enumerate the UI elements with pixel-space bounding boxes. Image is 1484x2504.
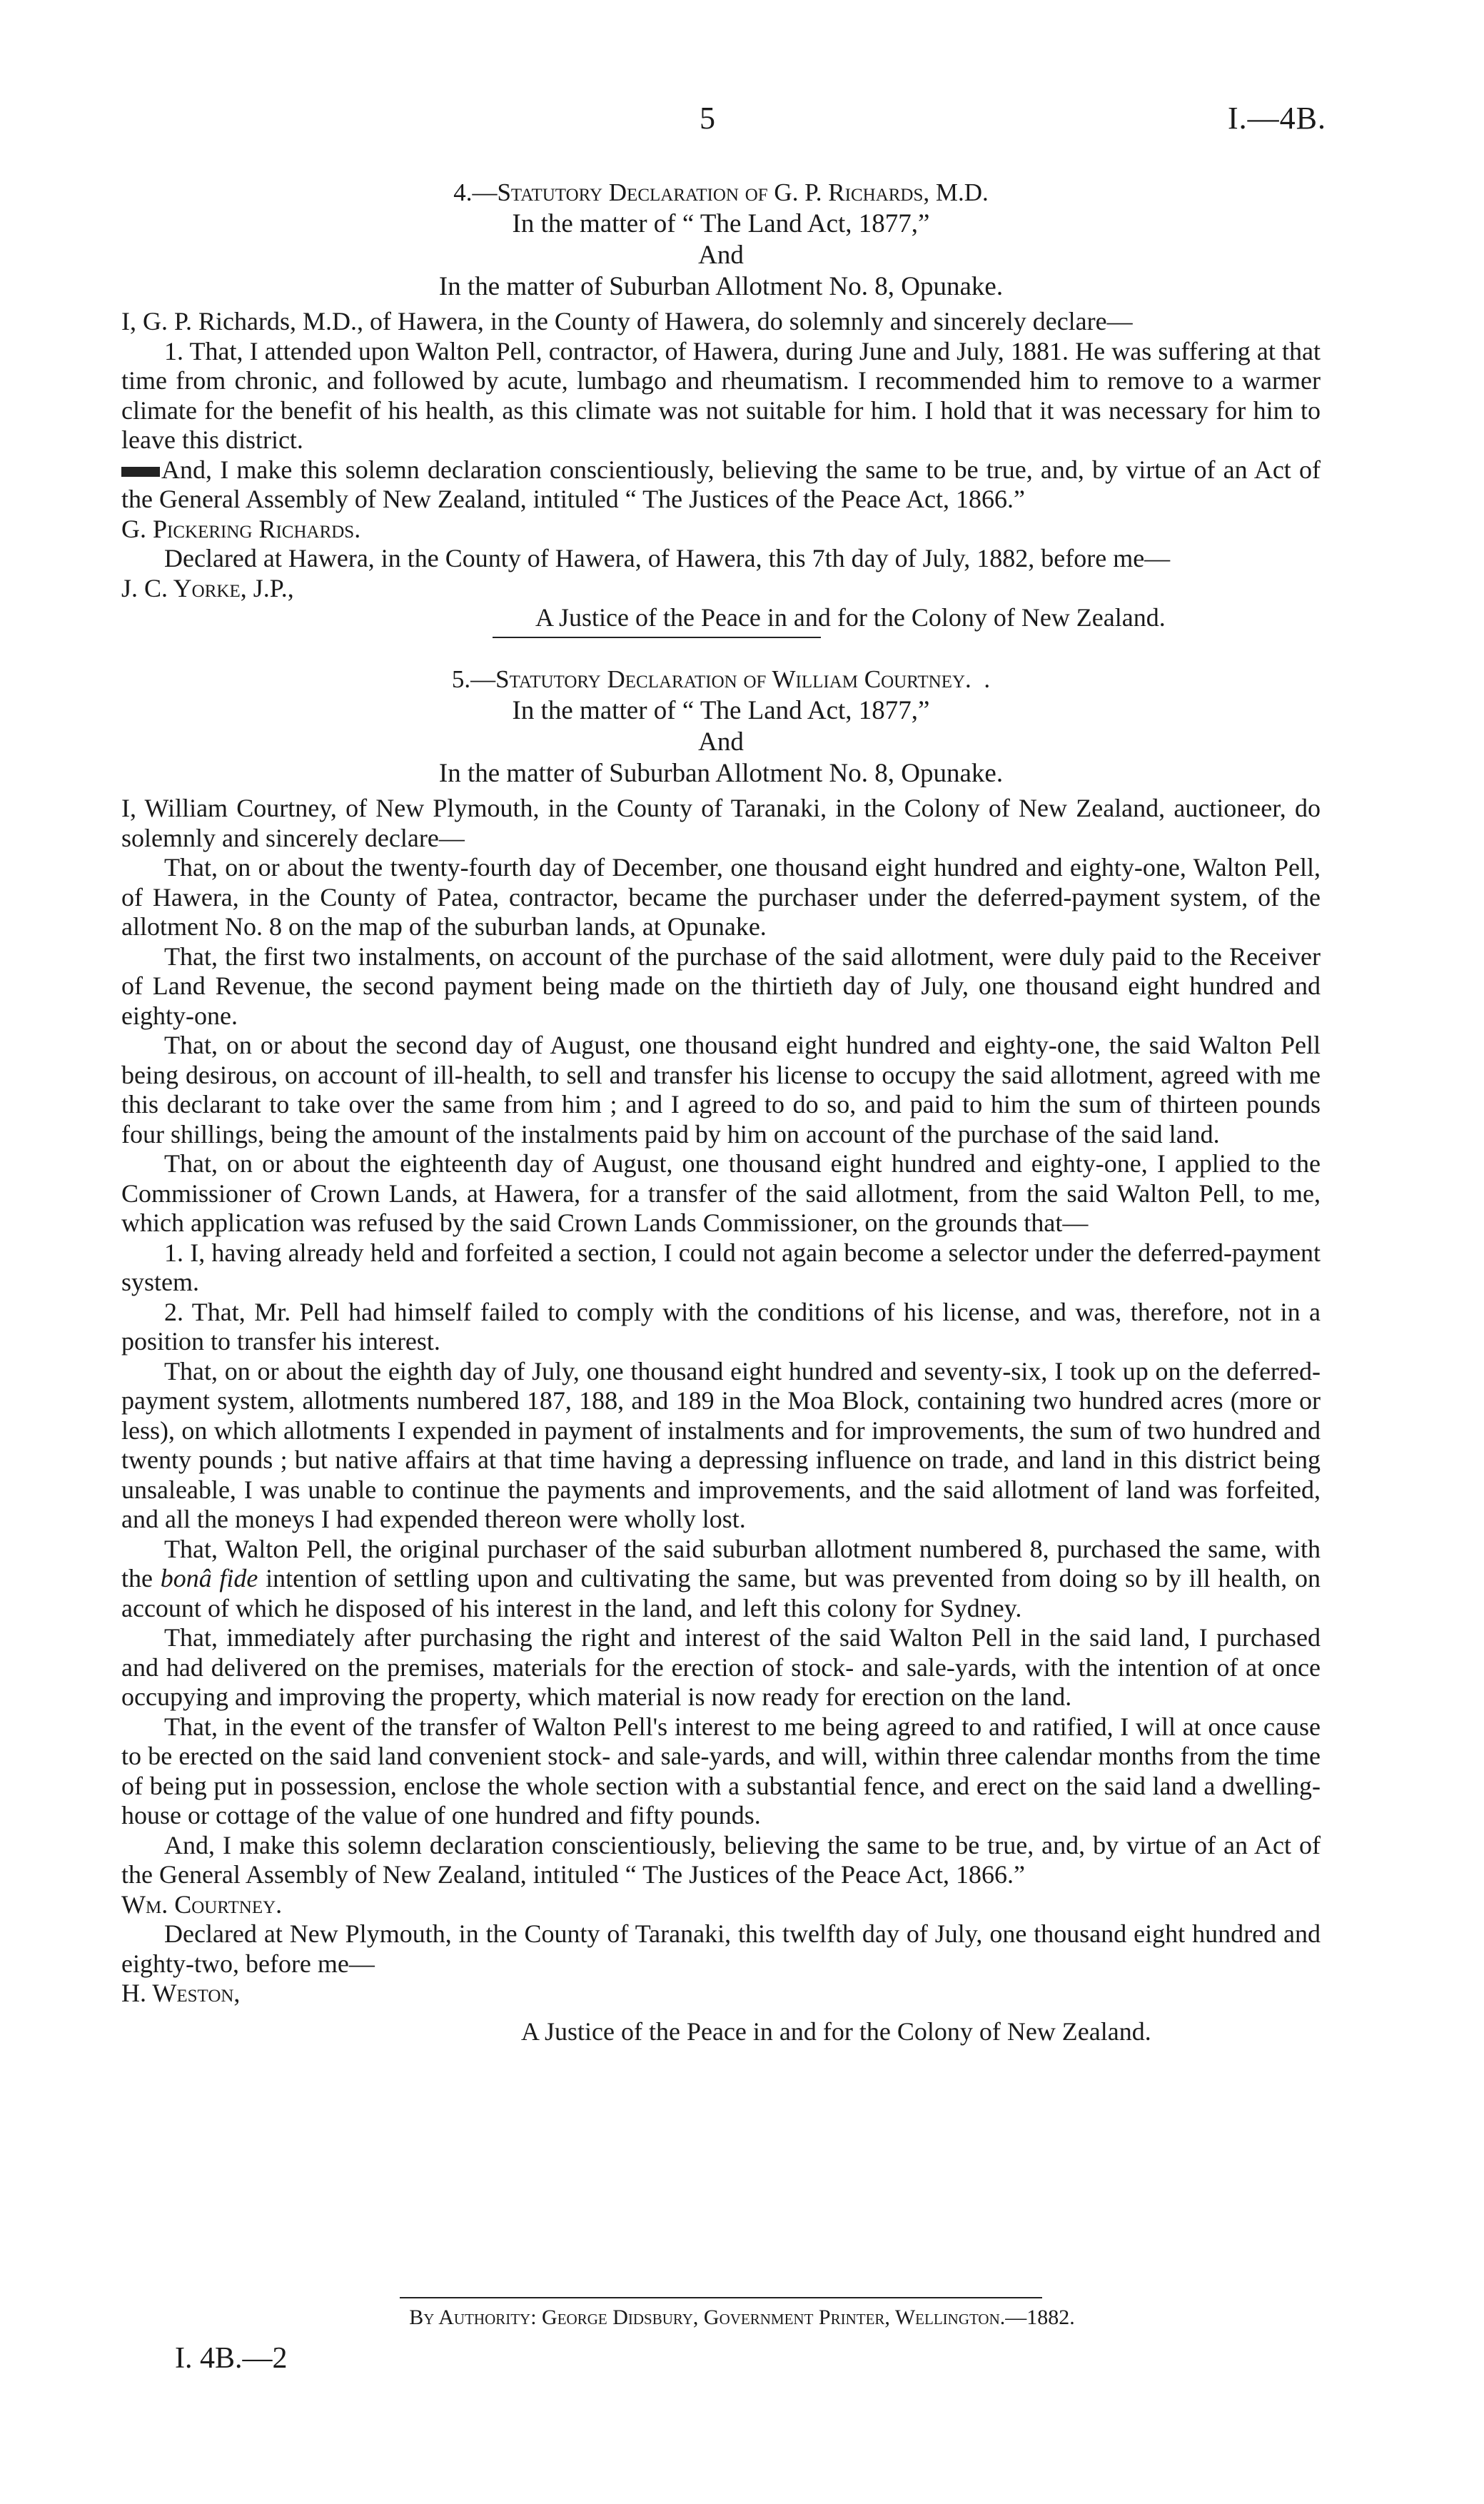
declaration-5-matter-allotment: In the matter of Suburban Allotment No. 8, Opunake. bbox=[438, 759, 1004, 788]
bona-fide-post: intention of settling upon and cultivating the same, but was prevented from doing so by ill health, on account of which he disposed of his interest in the land, and left this colony for Sydney. bbox=[121, 1564, 1321, 1622]
declaration-4-and: And bbox=[698, 241, 744, 270]
declaration-5-paragraph: That, on or about the twenty-fourth day of December, one thousand eight hundred and eighty-one, Walton Pell, of Hawera, in the County of Patea, contractor, became the purchaser under the deferred-payment system, of the allotment No. 8 on the map of the suburban lands, at Opunake. bbox=[121, 853, 1321, 941]
declaration-5-intro: I, William Courtney, of New Plymouth, in the County of Taranaki, in the Colony of New Zealand, auctioneer, do solemnly and sincerely declare— bbox=[121, 794, 1321, 852]
print-code: I. 4B.—2 bbox=[175, 2342, 288, 2375]
declaration-4-signature: G. Pickering Richards. bbox=[121, 514, 361, 543]
declaration-4-solemn-paragraph bbox=[121, 455, 1321, 515]
declaration-4-witness: J. C. Yorke, J.P., bbox=[121, 573, 294, 602]
declaration-5-paragraph: That, on or about the eighth day of July, one thousand eight hundred and seventy-six, I took up on the deferred-payment system, allotments numbered 187, 188, and 189 in the Moa Block, containing two hundred acres (more or less), on which allotments I expended in payment of instalments and for improvements, the sum of two hundred and twenty pounds ; but native affairs at that time having a depressing influence on trade, and land in this district being unsaleable, I was unable to continue the payments and improvements, and the said allotment of land was forfeited, and all the moneys I had expended thereon were wholly lost. bbox=[121, 1356, 1321, 1533]
declaration-5-body bbox=[121, 794, 1321, 2046]
declaration-4-matter-act: In the matter of “ The Land Act, 1877,” bbox=[512, 209, 930, 238]
bona-fide-italic: bonâ fide bbox=[160, 1564, 258, 1592]
manicule-mark bbox=[121, 467, 160, 477]
document-reference: I.—4B. bbox=[1228, 101, 1326, 136]
declaration-5-declared: Declared at New Plymouth, in the County of Taranaki, this twelfth day of July, one thousand eight hundred and eighty-two, before me— bbox=[121, 1919, 1321, 1978]
declaration-4-solemn-text: And, I make this solemn declaration conscientiously, believing the same to be true, and, by virtue of an Act of the General Assembly of New Zealand, intituled “ The Justices of the Peace Act, 1866.” bbox=[121, 455, 1321, 513]
printer-authority: By Authority: George Didsbury, Government Printer, Wellington.—1882. bbox=[409, 2306, 1075, 2329]
declaration-4-body bbox=[121, 307, 1321, 633]
declaration-5-ground: 2. That, Mr. Pell had himself failed to comply with the conditions of his license, and was, therefore, not in a position to transfer his interest. bbox=[121, 1297, 1321, 1356]
declaration-5-paragraph: That, on or about the eighteenth day of August, one thousand eight hundred and eighty-one, I applied to the Commissioner of Crown Lands, at Hawera, for a transfer of the said allotment, from the said Walton Pell, to me, which application was refused by the said Crown Lands Commissioner, on the grounds that— bbox=[121, 1149, 1321, 1237]
page-number: 5 bbox=[700, 101, 715, 136]
declaration-5-title: 5.—Statutory Declaration of William Courtney. bbox=[451, 665, 971, 693]
declaration-5-paragraph-bona-fide bbox=[121, 1535, 1321, 1624]
declaration-5-paragraph: That, immediately after purchasing the right and interest of the said Walton Pell in the said land, I purchased and had delivered on the premises, materials for the erection of stock- and sale-yards, with the intention of at once occupying and improving the property, which material is now ready for erection on the land. bbox=[121, 1623, 1321, 1711]
declaration-5-witness: H. Weston, bbox=[121, 1979, 241, 2007]
declaration-4-declared: Declared at Hawera, in the County of Hawera, of Hawera, this 7th day of July, 1882, before me— bbox=[164, 544, 1171, 572]
declaration-5-title-line bbox=[121, 664, 1321, 695]
declaration-4-jp: A Justice of the Peace in and for the Colony of New Zealand. bbox=[535, 603, 1166, 632]
declaration-5-jp: A Justice of the Peace in and for the Colony of New Zealand. bbox=[521, 2016, 1151, 2046]
declaration-5-paragraph: That, in the event of the transfer of Walton Pell's interest to me being agreed to and ratified, I will at once cause to be erected on the said land convenient stock- and sale-yards, and will, within three calendar months from the time of being put in possession, enclose the whole section with a substantial fence, and erect on the said land a dwelling-house or cottage of the value of one hundred and fifty pounds. bbox=[121, 1712, 1321, 1829]
declaration-5-paragraph: That, on or about the second day of August, one thousand eight hundred and eighty-one, the said Walton Pell being desirous, on account of ill-health, to sell and transfer his license to occupy the said allotment, agreed with me this declarant to take over the same from him ; and I agreed to do so, and paid to him the sum of thirteen pounds four shillings, being the amount of the instalments paid by him on account of the purchase of the said land. bbox=[121, 1031, 1321, 1148]
declaration-5-and: And bbox=[698, 727, 744, 757]
declaration-5-signature: Wm. Courtney. bbox=[121, 1889, 283, 1919]
bona-fide-pre: That, Walton Pell, the original purchaser of the said suburban allotment numbered 8, purchased the same, with the bbox=[121, 1534, 1321, 1592]
declaration-4-intro: I, G. P. Richards, M.D., of Hawera, in the County of Hawera, do solemnly and sincerely declare— bbox=[121, 307, 1133, 335]
declaration-5-title-trail: . bbox=[984, 665, 991, 693]
declaration-5-heading bbox=[121, 664, 1321, 789]
declaration-4-title: 4.—Statutory Declaration of G. P. Richards, M.D. bbox=[453, 178, 989, 206]
declaration-5-matter-act: In the matter of “ The Land Act, 1877,” bbox=[512, 696, 930, 725]
declaration-5-paragraph: That, the first two instalments, on account of the purchase of the said allotment, were duly paid to the Receiver of Land Revenue, the second payment being made on the thirtieth day of July, one thousand eight hundred and eighty-one. bbox=[121, 941, 1321, 1030]
declaration-5-ground: 1. I, having already held and forfeited a section, I could not again become a selector under the deferred-payment system. bbox=[121, 1238, 1321, 1296]
declaration-4-paragraph: 1. That, I attended upon Walton Pell, contractor, of Hawera, during June and July, 1881. He was suffering at that time from chronic, and followed by acute, lumbago and rheumatism. I recommended him to remove to a warmer climate for the benefit of his health, as this climate was not suitable for him. I hold that it was necessary for him to leave this district. bbox=[121, 336, 1321, 454]
declaration-4-matter-allotment: In the matter of Suburban Allotment No. 8, Opunake. bbox=[438, 272, 1004, 301]
section-divider bbox=[493, 637, 821, 638]
footer-rule bbox=[400, 2297, 1042, 2298]
declaration-5-solemn-paragraph: And, I make this solemn declaration conscientiously, believing the same to be true, and, by virtue of an Act of the General Assembly of New Zealand, intituled “ The Justices of the Peace Act, 1866.” bbox=[121, 1830, 1321, 1889]
declaration-4-heading bbox=[121, 177, 1321, 303]
